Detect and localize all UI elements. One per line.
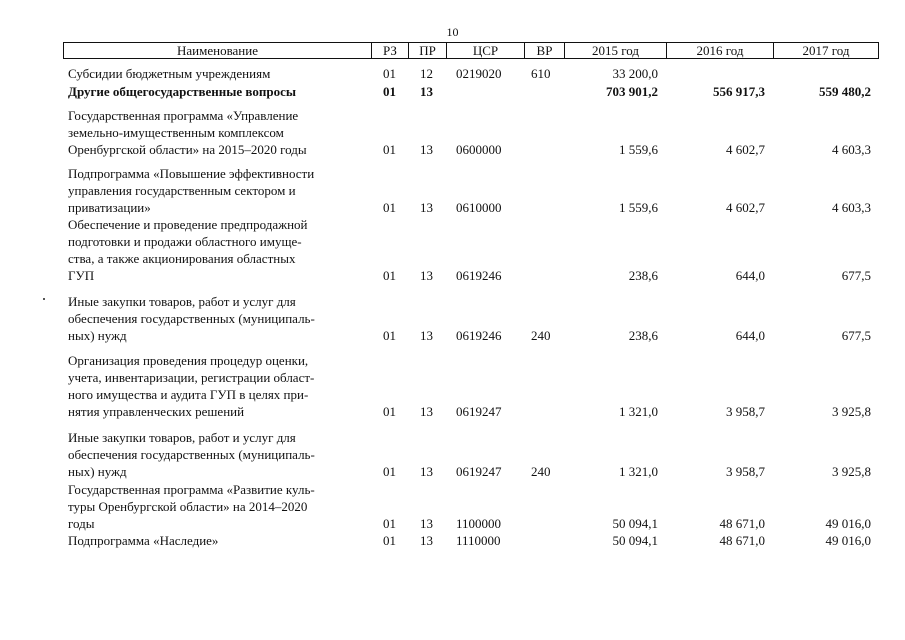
header-rz: РЗ [372, 43, 409, 58]
row-2017: 3 925,8 [832, 404, 871, 419]
row-pr: 13 [420, 404, 433, 419]
row-csr: 1100000 [456, 516, 502, 531]
row-csr: 0219020 [456, 66, 502, 81]
row-pr: 13 [420, 142, 433, 157]
header-2015: 2015 год [565, 43, 667, 58]
row-2015: 238,6 [628, 268, 658, 283]
row-rz: 01 [383, 328, 396, 343]
row-pr: 13 [420, 84, 433, 99]
table-row [63, 532, 879, 549]
row-2016: 3 958,7 [726, 464, 765, 479]
row-2015: 238,6 [628, 328, 658, 343]
row-pr: 13 [420, 268, 433, 283]
row-2016: 48 671,0 [719, 533, 765, 548]
row-vr: 240 [531, 464, 551, 479]
row-name: Субсидии бюджетным учреждениям [68, 66, 271, 81]
row-2017: 3 925,8 [832, 464, 871, 479]
table-row [63, 107, 879, 158]
header-name: Наименование [64, 43, 372, 58]
row-csr: 0610000 [456, 200, 502, 215]
row-name: Иные закупки товаров, работ и услуг для обеспечения государственных (муниципаль- ных) нужд [68, 430, 315, 479]
row-2015: 50 094,1 [612, 533, 658, 548]
row-name: Подпрограмма «Наследие» [68, 533, 219, 548]
row-2016: 48 671,0 [719, 516, 765, 531]
row-2017: 559 480,2 [819, 84, 871, 99]
header-2017: 2017 год [802, 43, 850, 58]
table-row [63, 65, 879, 82]
row-rz: 01 [383, 533, 396, 548]
row-csr: 1110000 [456, 533, 501, 548]
row-csr: 0619246 [456, 268, 502, 283]
table-row [63, 352, 879, 420]
row-rz: 01 [383, 84, 396, 99]
row-2015: 50 094,1 [612, 516, 658, 531]
table-row [63, 429, 879, 480]
row-2017: 677,5 [841, 268, 871, 283]
row-pr: 13 [420, 200, 433, 215]
row-2016: 4 602,7 [726, 142, 765, 157]
row-rz: 01 [383, 142, 396, 157]
row-2017: 49 016,0 [825, 516, 871, 531]
row-name: Подпрограмма «Повышение эффективности управления государственным сектором и приватизации» [68, 166, 315, 215]
table-row [63, 165, 879, 216]
table-row [63, 481, 879, 532]
header-vr: ВР [525, 43, 565, 58]
row-rz: 01 [383, 516, 396, 531]
row-name: Государственная программа «Управление земельно-имущественным комплексом Оренбургской области» на 2015–2020 годы [68, 108, 307, 157]
row-2016: 4 602,7 [726, 200, 765, 215]
row-name: Государственная программа «Развитие куль- туры Оренбургской области» на 2014–2020 годы [68, 482, 315, 531]
table-header [63, 42, 879, 59]
row-csr: 0600000 [456, 142, 502, 157]
scan-speck [43, 298, 45, 300]
row-name: Другие общегосударственные вопросы [68, 84, 296, 99]
row-pr: 12 [420, 66, 433, 81]
table-row [63, 216, 879, 284]
row-2016: 3 958,7 [726, 404, 765, 419]
row-2017: 49 016,0 [825, 533, 871, 548]
table-row [63, 83, 879, 100]
row-2015: 1 559,6 [619, 200, 658, 215]
row-vr: 240 [531, 328, 551, 343]
row-csr: 0619247 [456, 404, 502, 419]
table-row [63, 293, 879, 344]
row-pr: 13 [420, 464, 433, 479]
row-2017: 4 603,3 [832, 200, 871, 215]
row-rz: 01 [383, 200, 396, 215]
header-2016: 2016 год [667, 43, 774, 58]
row-csr: 0619246 [456, 328, 502, 343]
row-pr: 13 [420, 516, 433, 531]
row-csr: 0619247 [456, 464, 502, 479]
row-2015: 703 901,2 [606, 84, 658, 99]
row-2016: 644,0 [735, 328, 765, 343]
row-pr: 13 [420, 533, 433, 548]
row-2016: 644,0 [735, 268, 765, 283]
row-rz: 01 [383, 268, 396, 283]
row-2017: 4 603,3 [832, 142, 871, 157]
row-rz: 01 [383, 404, 396, 419]
row-pr: 13 [420, 328, 433, 343]
row-2016: 556 917,3 [713, 84, 765, 99]
header-pr: ПР [409, 43, 447, 58]
row-rz: 01 [383, 66, 396, 81]
row-name: Иные закупки товаров, работ и услуг для обеспечения государственных (муниципаль- ных) нужд [68, 294, 315, 343]
row-2017: 677,5 [841, 328, 871, 343]
row-name: Организация проведения процедур оценки, учета, инвентаризации, регистрации област- ного имущества и аудита ГУП в целях при- нятия управленческих решений [68, 353, 315, 419]
header-csr: ЦСР [447, 43, 525, 58]
row-2015: 1 321,0 [619, 464, 658, 479]
row-2015: 1 321,0 [619, 404, 658, 419]
row-rz: 01 [383, 464, 396, 479]
page-number: 10 [446, 25, 459, 39]
row-name: Обеспечение и проведение предпродажной подготовки и продажи областного имуще- ства, а также акционирования областных ГУП [68, 217, 308, 283]
row-2015: 1 559,6 [619, 142, 658, 157]
row-2015: 33 200,0 [612, 66, 658, 81]
row-vr: 610 [531, 66, 551, 81]
